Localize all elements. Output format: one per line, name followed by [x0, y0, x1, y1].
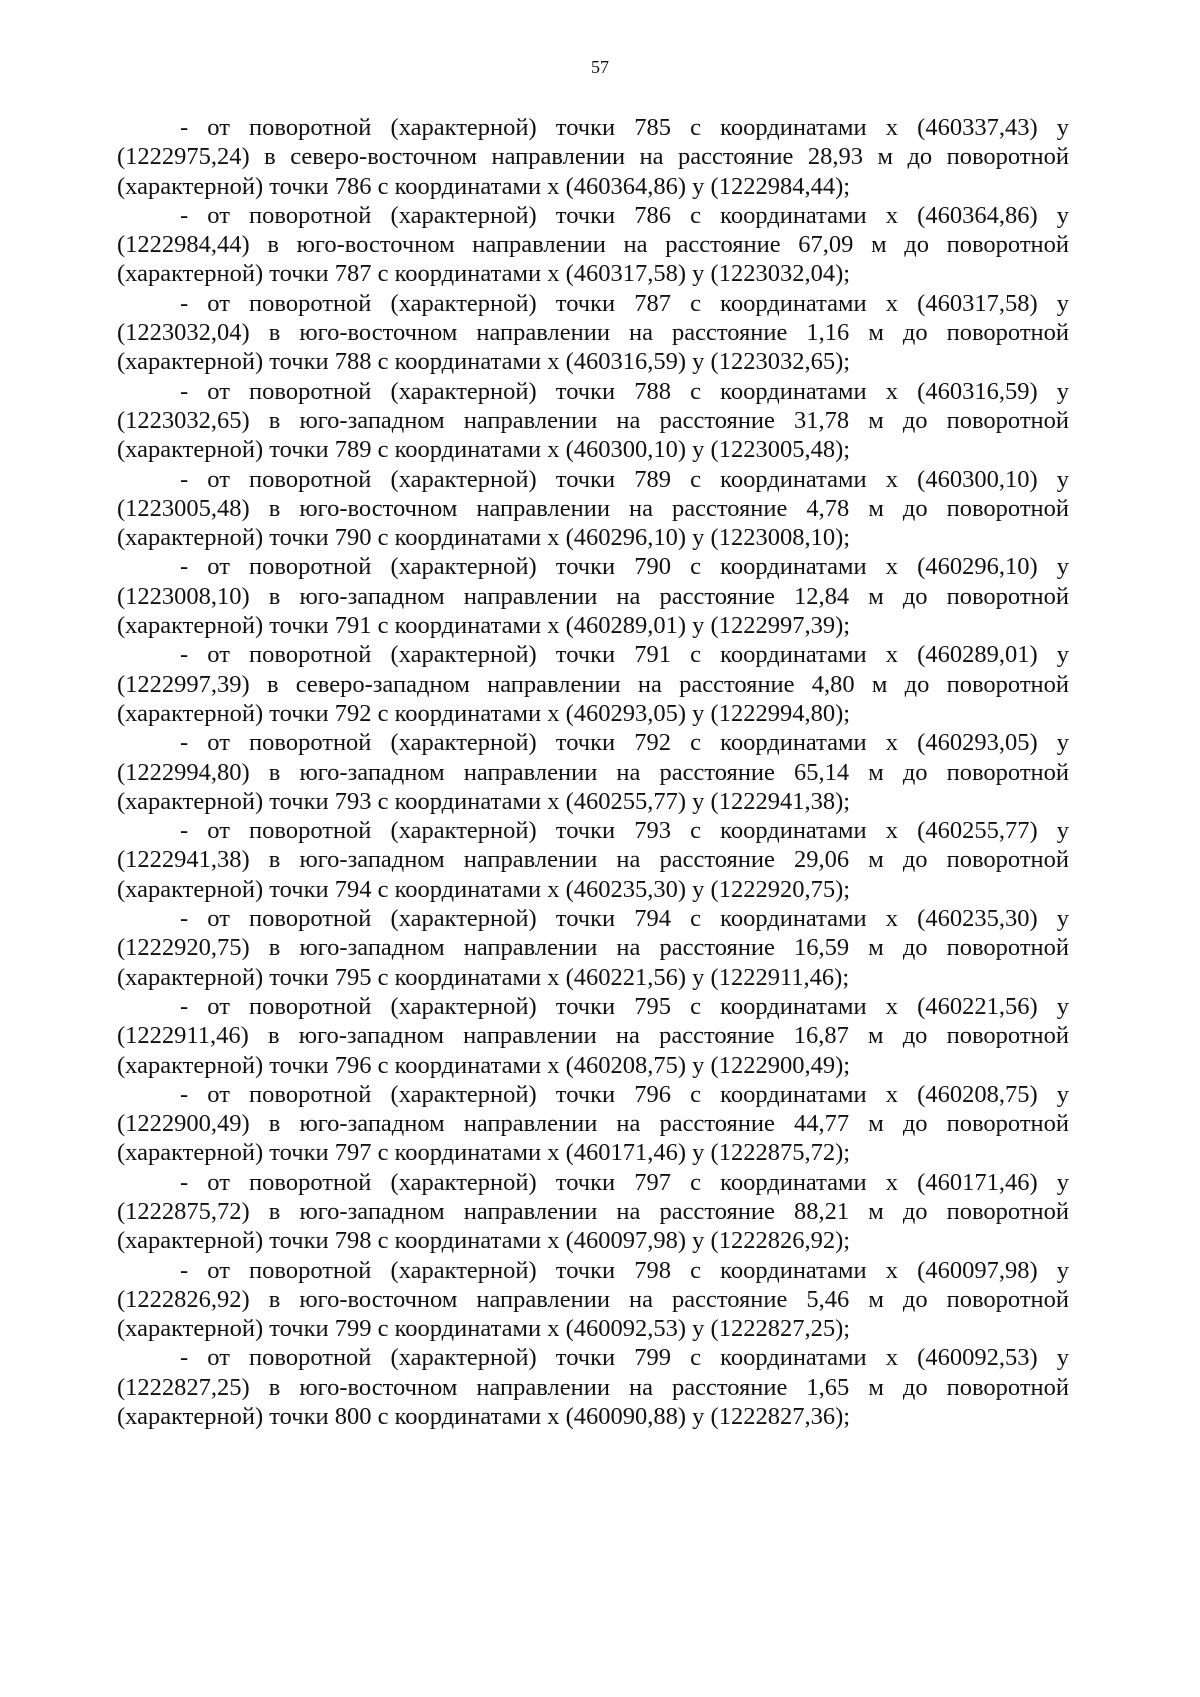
boundary-segment-paragraph: - от поворотной (характерной) точки 797 с координатами x (460171,46) y (1222875,72) в юго-западном направлении на расстояние 88,21 м до поворотной (характерной) точки 798 с координатами x (460097,98) y (1222826,92); — [117, 1168, 1069, 1255]
boundary-segment-paragraph: - от поворотной (характерной) точки 789 с координатами x (460300,10) y (1223005,48) в юго-восточном направлении на расстояние 4,78 м до поворотной (характерной) точки 790 с координатами x (460296,10) y (1223008,10); — [117, 465, 1069, 552]
page-number: 57 — [591, 57, 609, 77]
boundary-segment-paragraph: - от поворотной (характерной) точки 785 с координатами x (460337,43) y (1222975,24) в северо-восточном направлении на расстояние 28,93 м до поворотной (характерной) точки 786 с координатами x (460364,86) y (1222984,44); — [117, 114, 1069, 200]
boundary-segment-paragraph: - от поворотной (характерной) точки 786 с координатами x (460364,86) y (1222984,44) в юго-восточном направлении на расстояние 67,09 м до поворотной (характерной) точки 787 с координатами x (460317,58) y (1223032,04); — [117, 201, 1069, 288]
boundary-segment-paragraph: - от поворотной (характерной) точки 795 с координатами x (460221,56) y (1222911,46) в юго-западном направлении на расстояние 16,87 м до поворотной (характерной) точки 796 с координатами x (460208,75) y (1222900,49); — [117, 992, 1069, 1079]
boundary-segment-paragraph: - от поворотной (характерной) точки 794 с координатами x (460235,30) y (1222920,75) в юго-западном направлении на расстояние 16,59 м до поворотной (характерной) точки 795 с координатами x (460221,56) y (1222911,46); — [117, 905, 1069, 991]
boundary-segment-paragraph: - от поворотной (характерной) точки 796 с координатами x (460208,75) y (1222900,49) в юго-западном направлении на расстояние 44,77 м до поворотной (характерной) точки 797 с координатами x (460171,46) y (1222875,72); — [117, 1080, 1069, 1167]
boundary-segment-paragraph: - от поворотной (характерной) точки 792 с координатами x (460293,05) y (1222994,80) в юго-западном направлении на расстояние 65,14 м до поворотной (характерной) точки 793 с координатами x (460255,77) y (1222941,38); — [117, 729, 1069, 815]
boundary-segment-paragraph: - от поворотной (характерной) точки 793 с координатами x (460255,77) y (1222941,38) в юго-западном направлении на расстояние 29,06 м до поворотной (характерной) точки 794 с координатами x (460235,30) y (1222920,75); — [117, 817, 1069, 903]
boundary-segment-paragraph: - от поворотной (характерной) точки 788 с координатами x (460316,59) y (1223032,65) в юго-западном направлении на расстояние 31,78 м до поворотной (характерной) точки 789 с координатами x (460300,10) y (1223005,48); — [117, 377, 1069, 464]
boundary-segment-paragraph: - от поворотной (характерной) точки 798 с координатами x (460097,98) y (1222826,92) в юго-восточном направлении на расстояние 5,46 м до поворотной (характерной) точки 799 с координатами x (460092,53) y (1222827,25); — [117, 1256, 1069, 1343]
boundary-segment-paragraph: - от поворотной (характерной) точки 790 с координатами x (460296,10) y (1223008,10) в юго-западном направлении на расстояние 12,84 м до поворотной (характерной) точки 791 с координатами x (460289,01) y (1222997,39); — [117, 553, 1069, 640]
boundary-segment-paragraph: - от поворотной (характерной) точки 791 с координатами x (460289,01) y (1222997,39) в северо-западном направлении на расстояние 4,80 м до поворотной (характерной) точки 792 с координатами x (460293,05) y (1222994,80); — [117, 641, 1069, 727]
boundary-segment-paragraph: - от поворотной (характерной) точки 799 с координатами x (460092,53) y (1222827,25) в юго-восточном направлении на расстояние 1,65 м до поворотной (характерной) точки 800 с координатами x (460090,88) y (1222827,36); — [117, 1344, 1069, 1431]
document-body — [117, 113, 1069, 1431]
boundary-segment-paragraph: - от поворотной (характерной) точки 787 с координатами x (460317,58) y (1223032,04) в юго-восточном направлении на расстояние 1,16 м до поворотной (характерной) точки 788 с координатами x (460316,59) y (1223032,65); — [117, 289, 1069, 376]
